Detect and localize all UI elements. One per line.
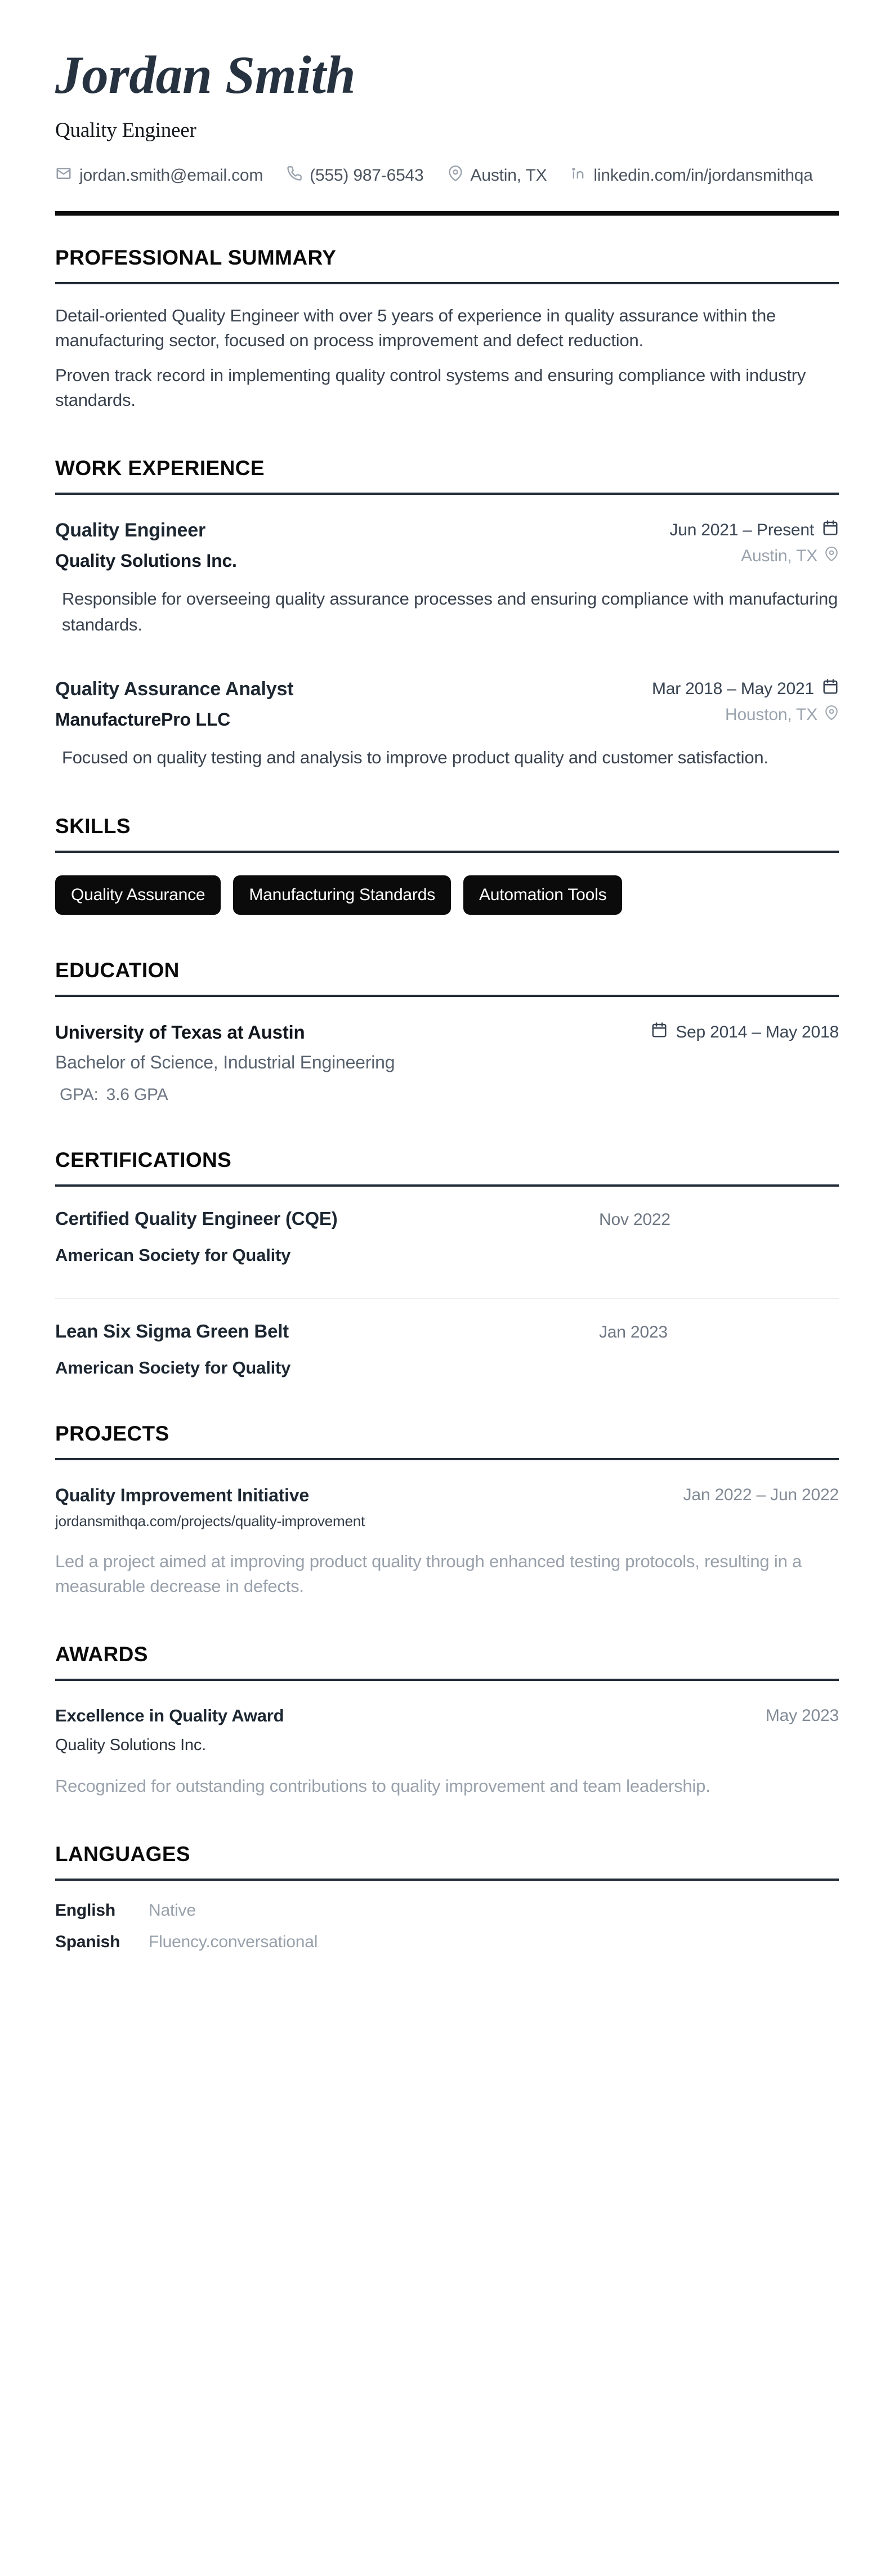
job-company: ManufacturePro LLC [55, 709, 231, 730]
certification-issuer: American Society for Quality [55, 1245, 291, 1265]
section-heading: SKILLS [55, 814, 131, 838]
calendar-icon [651, 1022, 668, 1043]
section-rule [55, 995, 839, 997]
job-title: Quality Engineer [55, 519, 205, 541]
map-pin-icon [824, 547, 839, 566]
project-dates: Jan 2022 – Jun 2022 [683, 1486, 839, 1505]
education-degree: Bachelor of Science, Industrial Engineering [55, 1052, 395, 1072]
section-heading: EDUCATION [55, 958, 180, 982]
section-rule [55, 1184, 839, 1187]
contact-phone-text: (555) 987-6543 [310, 166, 424, 185]
summary-body [55, 303, 839, 413]
contact-row [55, 165, 839, 186]
award-issuer: Quality Solutions Inc. [55, 1736, 207, 1754]
education-dates-text: Sep 2014 – May 2018 [676, 1022, 839, 1041]
language-level: Fluency.conversational [149, 1932, 318, 1951]
project-entry [55, 1485, 839, 1599]
contact-linkedin[interactable] [570, 166, 812, 186]
job-dates-text: Mar 2018 – May 2021 [651, 679, 814, 699]
job-dates [652, 678, 839, 700]
job-location-text: Houston, TX [725, 705, 817, 724]
summary-paragraph: Detail-oriented Quality Engineer with over 5 years of experience in quality assurance within the manufacturing sector, focused on process improvement and defect reduction. [55, 305, 776, 350]
gpa-value: 3.6 GPA [106, 1085, 168, 1104]
language-name: Spanish [55, 1932, 120, 1951]
person-name: Jordan Smith [55, 45, 356, 105]
section-skills [55, 815, 839, 915]
calendar-icon [822, 520, 839, 541]
section-work-experience [55, 457, 839, 771]
skill-pills [55, 875, 839, 915]
certification-entry [55, 1208, 839, 1265]
section-certifications [55, 1148, 839, 1378]
award-date: May 2023 [765, 1706, 839, 1725]
section-heading: WORK EXPERIENCE [55, 456, 265, 480]
certification-date: Nov 2022 [599, 1210, 670, 1229]
education-school: University of Texas at Austin [55, 1021, 305, 1043]
education-gpa [55, 1085, 839, 1104]
certification-name: Certified Quality Engineer (CQE) [55, 1208, 338, 1229]
section-projects [55, 1422, 839, 1599]
contact-location [448, 166, 547, 186]
award-name: Excellence in Quality Award [55, 1705, 284, 1725]
job-title: Quality Assurance Analyst [55, 678, 294, 700]
resume-header [55, 47, 839, 216]
section-professional-summary [55, 246, 839, 413]
section-rule [55, 282, 839, 284]
section-awards [55, 1643, 839, 1799]
contact-email[interactable] [55, 165, 263, 186]
job-description: Focused on quality testing and analysis to improve product quality and customer satisfaction. [62, 747, 768, 767]
language-level: Native [149, 1900, 196, 1920]
language-name: English [55, 1900, 115, 1920]
section-rule [55, 1879, 839, 1881]
job-location [741, 547, 839, 566]
section-rule [55, 1458, 839, 1460]
map-pin-icon [448, 166, 463, 186]
job-dates [669, 520, 839, 541]
education-dates [651, 1022, 839, 1043]
job-entry [55, 678, 839, 771]
contact-phone[interactable] [287, 166, 423, 186]
skill-pill: Manufacturing Standards [233, 875, 451, 915]
section-heading: LANGUAGES [55, 1842, 190, 1866]
skill-pill: Quality Assurance [55, 875, 221, 915]
certification-divider [55, 1298, 839, 1299]
section-languages [55, 1842, 839, 1952]
contact-email-text: jordan.smith@email.com [79, 166, 263, 185]
job-location [725, 705, 839, 724]
mail-icon [55, 165, 72, 186]
job-description: Responsible for overseeing quality assurance processes and ensuring compliance with manufacturing standards. [62, 588, 838, 634]
summary-paragraph: Proven track record in implementing quality control systems and ensuring compliance with industry standards. [55, 365, 806, 410]
linkedin-icon [570, 166, 586, 186]
contact-location-text: Austin, TX [470, 166, 547, 185]
skill-pill: Automation Tools [463, 875, 622, 915]
project-description: Led a project aimed at improving product quality through enhanced testing protocols, resulting in a measurable decrease in defects. [55, 1551, 802, 1596]
language-row [55, 1901, 839, 1920]
section-heading: CERTIFICATIONS [55, 1148, 232, 1171]
language-list [55, 1901, 839, 1952]
project-url[interactable]: jordansmithqa.com/projects/quality-improvement [55, 1512, 365, 1530]
resume-page [0, 47, 894, 1952]
job-dates-text: Jun 2021 – Present [669, 521, 814, 540]
header-divider [55, 211, 839, 216]
contact-linkedin-text: linkedin.com/in/jordansmithqa [593, 166, 813, 185]
education-entry [55, 1022, 839, 1104]
certification-entry [55, 1321, 839, 1378]
language-row [55, 1933, 839, 1952]
section-rule [55, 851, 839, 853]
section-heading: PROFESSIONAL SUMMARY [55, 245, 337, 269]
award-description: Recognized for outstanding contributions to quality improvement and team leadership. [55, 1776, 710, 1796]
gpa-label: GPA: [60, 1085, 99, 1104]
section-education [55, 959, 839, 1104]
person-job-title: Quality Engineer [55, 118, 196, 142]
certification-issuer: American Society for Quality [55, 1357, 291, 1378]
job-location-text: Austin, TX [741, 547, 817, 566]
calendar-icon [822, 678, 839, 700]
certification-date: Jan 2023 [599, 1322, 668, 1341]
map-pin-icon [824, 705, 839, 724]
phone-icon [287, 166, 302, 186]
award-entry [55, 1706, 839, 1799]
job-entry [55, 520, 839, 638]
job-company: Quality Solutions Inc. [55, 550, 237, 571]
section-heading: PROJECTS [55, 1421, 169, 1445]
section-rule [55, 1679, 839, 1681]
certification-name: Lean Six Sigma Green Belt [55, 1320, 289, 1341]
section-heading: AWARDS [55, 1642, 148, 1666]
section-rule [55, 493, 839, 495]
project-name: Quality Improvement Initiative [55, 1484, 310, 1505]
